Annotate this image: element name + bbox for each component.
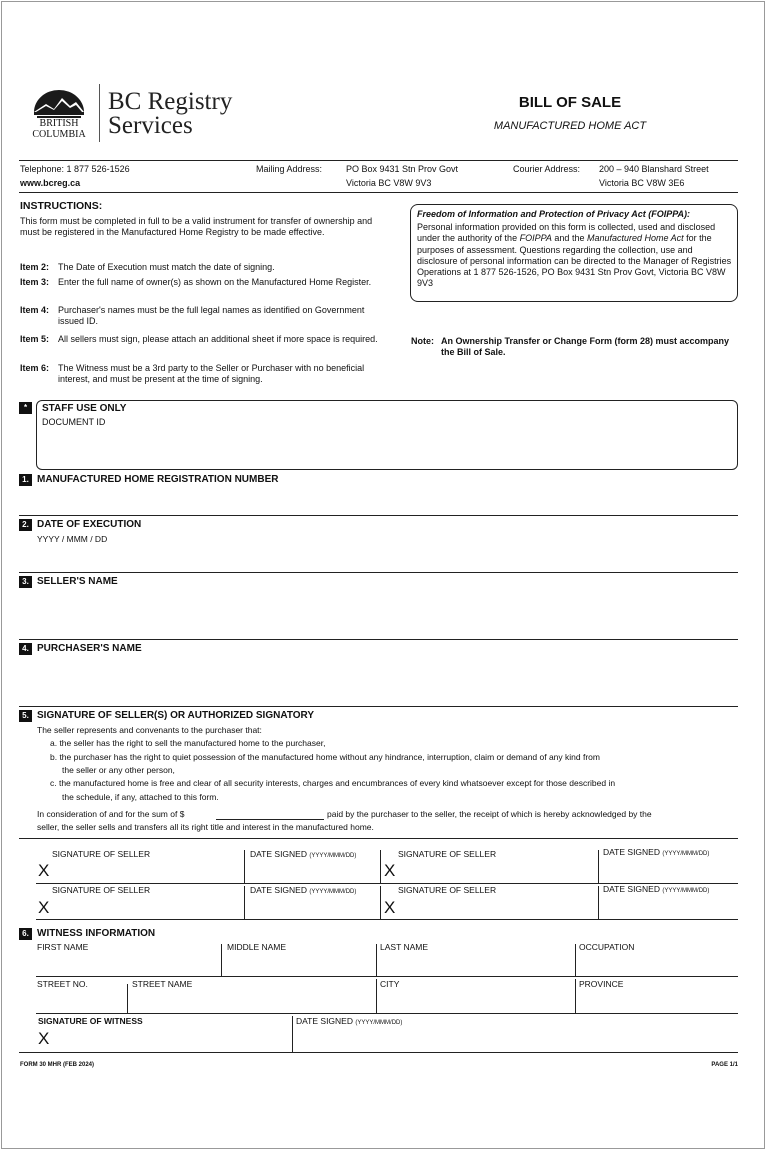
date-of-execution-field[interactable] <box>36 546 738 570</box>
brand-line2: Services <box>108 112 193 139</box>
date-signed-field-4[interactable] <box>600 898 736 918</box>
section-3-title: SELLER'S NAME <box>37 576 118 587</box>
covenant-b2: the seller or any other person, <box>62 765 175 775</box>
date-signed-text: DATE SIGNED <box>603 847 660 857</box>
section-4-title: PURCHASER'S NAME <box>37 643 142 654</box>
section-2-number: 2. <box>19 519 32 531</box>
seller-name-field[interactable] <box>36 590 738 638</box>
mailing-line1: PO Box 9431 Stn Prov Govt <box>346 164 459 174</box>
courier-label: Courier Address: <box>513 164 581 174</box>
street-no-label: STREET NO. <box>37 979 88 989</box>
form-number: FORM 30 MHR (FEB 2024) <box>20 1062 95 1068</box>
street-name-label: STREET NAME <box>132 979 193 989</box>
section-4-number: 4. <box>19 643 32 655</box>
province-field[interactable] <box>577 992 737 1012</box>
item-label: Item 4: <box>20 305 50 315</box>
item-text: All sellers must sign, please attach an additional sheet if more space is required. <box>58 334 378 344</box>
date-signed-field-1[interactable] <box>246 862 378 882</box>
item-text: Enter the full name of owner(s) as shown on the Manufactured Home Register. <box>58 277 372 287</box>
foippa-p2: and the <box>551 233 587 244</box>
date-format: (YYYY/MMM/DD) <box>309 853 357 859</box>
section-2-title: DATE OF EXECUTION <box>37 519 142 530</box>
section-6-number: 6. <box>19 928 32 940</box>
section-3-number: 3. <box>19 576 32 588</box>
mailing-label: Mailing Address: <box>256 164 323 174</box>
header-rule <box>19 160 738 161</box>
logo-line1: BRITISH <box>39 118 79 129</box>
last-name-field[interactable] <box>378 954 574 974</box>
website-link[interactable]: www.bcreg.ca <box>20 178 81 188</box>
item-label: Item 3: <box>20 277 50 287</box>
witness-bottom-rule <box>19 1052 738 1053</box>
section-4-rule <box>19 706 738 707</box>
sig-divider <box>380 886 381 919</box>
witness-signature-label: SIGNATURE OF WITNESS <box>38 1016 143 1026</box>
date-format: (YYYY/MMM/DD) <box>309 889 357 895</box>
item-label: Item 2: <box>20 262 50 272</box>
date-signed-field-3[interactable] <box>246 898 378 918</box>
item-text: Purchaser's names must be the full legal names as identified on Government issued ID. <box>58 305 365 327</box>
witness-divider <box>127 984 128 1013</box>
first-name-field[interactable] <box>36 954 220 974</box>
covenant-c2: the schedule, if any, attached to this form. <box>62 792 219 802</box>
seller-signature-field-4[interactable]: X <box>384 898 396 917</box>
item-label: Item 6: <box>20 363 50 373</box>
seller-signature-label-1: SIGNATURE OF SELLER <box>52 849 151 859</box>
seller-signature-label-4: SIGNATURE OF SELLER <box>398 885 497 895</box>
first-name-label: FIRST NAME <box>37 942 89 952</box>
foippa-p3: for the purposes of assessment. Questions regarding the collection, use and disclosure of personal information can be directed to the Manager of Registries Operations at 1 877 526-1526, PO Box 9431 Stn Prov Govt, Victoria BC V8W 9V3 <box>417 233 732 289</box>
section-1-number: 1. <box>19 474 32 486</box>
witness-signature-field[interactable]: X <box>38 1029 50 1048</box>
date-format: (YYYY/MMM/DD) <box>662 888 710 894</box>
mailing-line2: Victoria BC V8W 9V3 <box>346 178 432 188</box>
sum-amount-field[interactable] <box>216 806 324 819</box>
logo-line2: COLUMBIA <box>32 129 86 140</box>
date-signed-text: DATE SIGNED <box>296 1016 353 1026</box>
contact-rule <box>19 192 738 193</box>
courier-line1: 200 – 940 Blanshard Street <box>599 164 709 174</box>
covenant-intro: The seller represents and convenants to the purchaser that: <box>37 725 262 735</box>
covenant-c1: c. the manufactured home is free and clear of all security interests, charges and encumbrances of every kind whatsoever except for those described in <box>50 778 616 788</box>
witness-divider <box>575 944 576 976</box>
witness-divider <box>376 979 377 1013</box>
middle-name-field[interactable] <box>223 954 375 974</box>
foippa-p2-italic: Manufactured Home Act <box>586 233 684 244</box>
staff-title: STAFF USE ONLY <box>42 403 127 414</box>
witness-row-rule-1 <box>36 976 738 977</box>
witness-divider <box>221 944 222 976</box>
sig-divider <box>244 850 245 883</box>
street-name-field[interactable] <box>129 992 375 1012</box>
consideration-text-3: seller, the seller sells and transfers all its right title and interest in the manufactured home. <box>37 822 374 832</box>
witness-date-label <box>296 1016 402 1027</box>
logo-brand <box>108 90 232 138</box>
date-format-hint: YYYY / MMM / DD <box>37 534 108 544</box>
date-signed-label-3 <box>250 885 356 896</box>
section-5-title: SIGNATURE OF SELLER(S) OR AUTHORIZED SIGNATORY <box>37 710 315 721</box>
witness-divider <box>575 979 576 1013</box>
note-text: An Ownership Transfer or Change Form (form 28) must accompany the Bill of Sale. <box>441 336 730 358</box>
section-6-title: WITNESS INFORMATION <box>37 928 156 939</box>
date-signed-text: DATE SIGNED <box>250 885 307 895</box>
logo-text-bc <box>27 118 91 140</box>
witness-divider <box>376 944 377 976</box>
street-no-field[interactable] <box>36 992 126 1012</box>
document-id-label: DOCUMENT ID <box>42 417 106 427</box>
item-text: The Date of Execution must match the date of signing. <box>58 262 275 272</box>
page-subtitle: MANUFACTURED HOME ACT <box>493 120 647 132</box>
seller-signature-field-2[interactable]: X <box>384 861 396 880</box>
staff-use-box <box>36 400 738 470</box>
item-text: The Witness must be a 3rd party to the Seller or Purchaser with no beneficial interest, and must be present at the time of signing. <box>58 363 365 385</box>
witness-date-field[interactable] <box>294 1030 737 1050</box>
item-label: Item 5: <box>20 334 50 344</box>
date-signed-text: DATE SIGNED <box>603 884 660 894</box>
date-signed-label-2 <box>603 847 709 858</box>
occupation-label: OCCUPATION <box>579 942 635 952</box>
seller-signature-field-3[interactable]: X <box>38 898 50 917</box>
sig-divider <box>598 886 599 919</box>
witness-divider <box>292 1016 293 1052</box>
section-1-rule <box>19 515 738 516</box>
city-field[interactable] <box>378 992 574 1012</box>
instructions-heading: INSTRUCTIONS: <box>20 200 103 212</box>
date-format: (YYYY/MMM/DD) <box>662 851 710 857</box>
sig-grid-bottom <box>36 919 738 920</box>
page-title: BILL OF SALE <box>518 94 622 111</box>
brand-line1: BC Registry <box>108 88 233 115</box>
note-label: Note: <box>411 336 434 346</box>
seller-signature-field-1[interactable]: X <box>38 861 50 880</box>
consideration-text-2: paid by the purchaser to the seller, the receipt of which is hereby acknowledged by the <box>327 809 652 819</box>
courier-line2: Victoria BC V8W 3E6 <box>599 178 685 188</box>
middle-name-label: MIDDLE NAME <box>227 942 287 952</box>
last-name-label: LAST NAME <box>380 942 429 952</box>
date-format: (YYYY/MMM/DD) <box>355 1020 403 1026</box>
foippa-heading: Freedom of Information and Protection of Privacy Act (FOIPPA): <box>417 209 691 219</box>
date-signed-text: DATE SIGNED <box>250 849 307 859</box>
date-signed-field-2[interactable] <box>600 862 736 882</box>
date-signed-label-1 <box>250 849 356 860</box>
foippa-text <box>417 222 735 290</box>
telephone: Telephone: 1 877 526-1526 <box>20 164 130 174</box>
province-label: PROVINCE <box>579 979 624 989</box>
sig-divider <box>598 850 599 883</box>
staff-marker: * <box>19 402 32 414</box>
foippa-p1: Personal information provided on this form is collected, used and disclosed under the authority of the <box>417 222 716 244</box>
covenant-b1: b. the purchaser has the right to quiet possession of the manufactured home without any hindrance, interruption, claim or demand of any kind from <box>50 752 600 762</box>
page-number: PAGE 1/1 <box>711 1062 738 1068</box>
seller-signature-label-2: SIGNATURE OF SELLER <box>398 849 497 859</box>
instructions-intro: This form must be completed in full to be a valid instrument for transfer of ownership and must be registered in the Manufactured Home Registry to be made effective. <box>20 216 373 238</box>
section-3-rule <box>19 639 738 640</box>
sig-divider <box>244 886 245 919</box>
sig-divider <box>380 850 381 883</box>
sum-underline <box>216 819 324 820</box>
registration-number-field[interactable] <box>36 488 738 514</box>
occupation-field[interactable] <box>577 954 737 974</box>
seller-signature-label-3: SIGNATURE OF SELLER <box>52 885 151 895</box>
consideration-text-1: In consideration of and for the sum of $ <box>37 809 185 819</box>
city-label: CITY <box>380 979 400 989</box>
logo-divider <box>99 84 100 142</box>
purchaser-name-field[interactable] <box>36 658 738 704</box>
date-signed-label-4 <box>603 884 709 895</box>
section-2-rule <box>19 572 738 573</box>
sig-grid-top <box>19 838 738 839</box>
covenant-a: a. the seller has the right to sell the manufactured home to the purchaser, <box>50 738 326 748</box>
section-5-number: 5. <box>19 710 32 722</box>
witness-row-rule-2 <box>36 1013 738 1014</box>
section-1-title: MANUFACTURED HOME REGISTRATION NUMBER <box>37 474 279 485</box>
foippa-p1-italic: FOIPPA <box>519 233 552 244</box>
